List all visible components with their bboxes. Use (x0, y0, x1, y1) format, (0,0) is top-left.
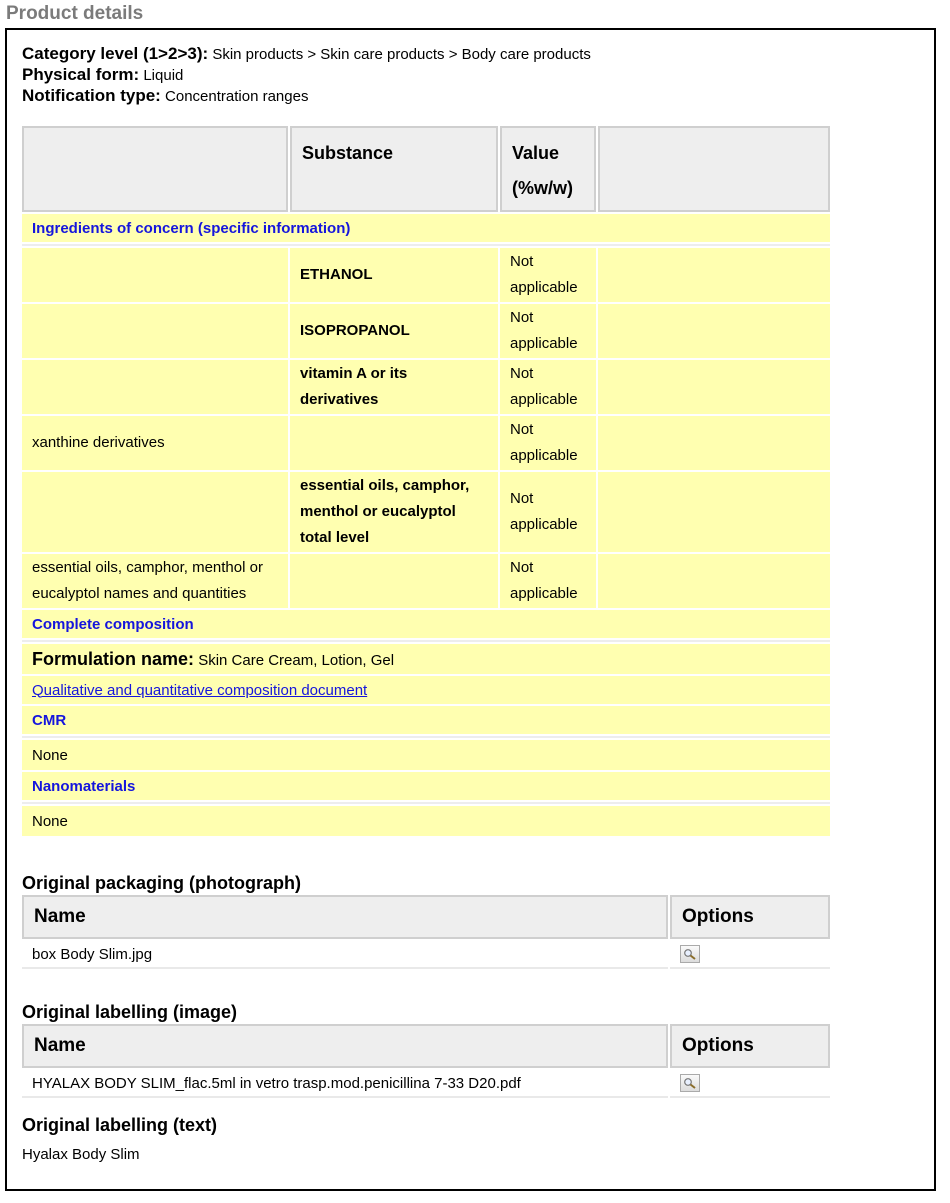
ingredient-name (22, 248, 288, 302)
magnifier-icon (683, 1077, 697, 1089)
table-row (22, 472, 830, 552)
ingredient-name (22, 304, 288, 358)
separator (22, 802, 830, 804)
formulation-label: Formulation name: (32, 648, 195, 669)
ingredient-extra (598, 360, 830, 414)
ingredient-extra (598, 248, 830, 302)
physical-form-value: Liquid (143, 67, 184, 84)
ingredient-substance: vitamin A or its derivatives (290, 360, 498, 414)
header-empty-1 (22, 126, 288, 212)
labelling-image-table (20, 1022, 832, 1100)
packaging-table (20, 893, 832, 971)
table-row (22, 941, 830, 969)
view-file-button[interactable] (680, 945, 700, 963)
labelling-text-value: Hyalax Body Slim (22, 1146, 140, 1163)
labelling-options-cell (670, 1070, 830, 1098)
packaging-title: Original packaging (photograph) (22, 873, 301, 893)
magnifier-icon (683, 948, 697, 960)
formulation-row (22, 644, 830, 674)
cmr-value: None (22, 740, 830, 770)
table-row (22, 360, 830, 414)
product-meta (22, 44, 591, 107)
separator (22, 640, 830, 642)
notification-type-value: Concentration ranges (165, 88, 309, 105)
view-file-button[interactable] (680, 1074, 700, 1092)
separator (22, 736, 830, 738)
category-label: Category level (1>2>3): (22, 44, 209, 63)
packaging-col-name: Name (22, 895, 668, 939)
packaging-file-name: box Body Slim.jpg (22, 941, 668, 969)
notification-type-label: Notification type: (22, 86, 161, 105)
ingredients-header-row (22, 126, 830, 212)
ingredients-table (20, 124, 832, 838)
ingredient-name: xanthine derivatives (22, 416, 288, 470)
physical-form-label: Physical form: (22, 65, 140, 84)
ingredient-extra (598, 416, 830, 470)
category-value: Skin products > Skin care products > Body care products (212, 46, 591, 63)
separator (22, 244, 830, 246)
table-row (22, 248, 830, 302)
section-complete-composition: Complete composition (22, 610, 830, 638)
ingredient-value: Not applicable (500, 360, 596, 414)
ingredient-value: Not applicable (500, 304, 596, 358)
ingredient-value: Not applicable (500, 472, 596, 552)
table-row (22, 416, 830, 470)
labelling-file-name: HYALAX BODY SLIM_flac.5ml in vetro trasp.mod.penicillina 7-33 D20.pdf (22, 1070, 668, 1098)
labelling-col-name: Name (22, 1024, 668, 1068)
ingredient-extra (598, 554, 830, 608)
ingredient-substance: ETHANOL (290, 248, 498, 302)
section-cmr: CMR (22, 706, 830, 734)
composition-document-link[interactable]: Qualitative and quantitative composition document (32, 681, 368, 699)
header-empty-2 (598, 126, 830, 212)
labelling-text-title: Original labelling (text) (22, 1115, 218, 1135)
ingredient-extra (598, 472, 830, 552)
section-ingredients-of-concern: Ingredients of concern (specific information) (22, 214, 830, 242)
packaging-col-options: Options (670, 895, 830, 939)
ingredient-extra (598, 304, 830, 358)
table-row (22, 304, 830, 358)
packaging-options-cell (670, 941, 830, 969)
labelling-image-title: Original labelling (image) (22, 1002, 238, 1022)
ingredient-name: essential oils, camphor, menthol or eucalyptol names and quantities (22, 554, 288, 608)
labelling-col-options: Options (670, 1024, 830, 1068)
composition-link-row (22, 676, 830, 704)
ingredient-substance: essential oils, camphor, menthol or eucalyptol total level (290, 472, 498, 552)
ingredient-substance (290, 554, 498, 608)
header-value: Value (%w/w) (500, 126, 596, 212)
table-row (22, 554, 830, 608)
ingredient-value: Not applicable (500, 416, 596, 470)
ingredient-substance: ISOPROPANOL (290, 304, 498, 358)
nanomaterials-value: None (22, 806, 830, 836)
ingredient-value: Not applicable (500, 248, 596, 302)
page-title: Product details (6, 3, 144, 24)
table-row (22, 1070, 830, 1098)
ingredient-value: Not applicable (500, 554, 596, 608)
ingredient-name (22, 360, 288, 414)
ingredient-name (22, 472, 288, 552)
header-substance: Substance (290, 126, 498, 212)
section-nanomaterials: Nanomaterials (22, 772, 830, 800)
formulation-value: Skin Care Cream, Lotion, Gel (198, 651, 395, 669)
ingredient-substance (290, 416, 498, 470)
